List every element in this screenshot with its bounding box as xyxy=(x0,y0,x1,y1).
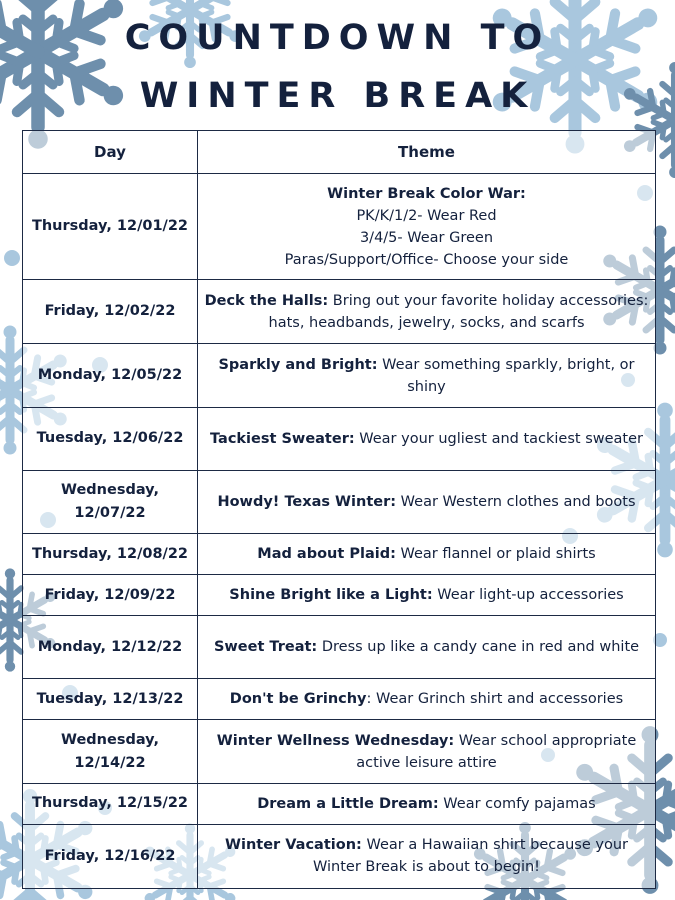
theme-cell xyxy=(198,533,656,574)
theme-title: Winter Break Color War: xyxy=(327,185,526,202)
theme-cell xyxy=(198,280,656,344)
table-row xyxy=(23,174,656,280)
table-row xyxy=(23,679,656,720)
table-row xyxy=(23,344,656,407)
day-cell: Friday, 12/02/22 xyxy=(23,280,198,344)
theme-line: PK/K/1/2- Wear Red xyxy=(356,207,497,224)
theme-line: 3/4/5- Wear Green xyxy=(359,229,494,246)
schedule-table xyxy=(22,130,656,889)
table-row xyxy=(23,824,656,888)
table-row xyxy=(23,470,656,533)
day-cell: Monday, 12/12/22 xyxy=(23,616,198,679)
theme-title: Winter Wellness Wednesday: xyxy=(216,732,455,749)
table-row xyxy=(23,720,656,783)
theme-title: Sparkly and Bright: xyxy=(218,356,378,373)
theme-title: Sweet Treat: xyxy=(213,639,318,656)
page-title-line-1: COUNTDOWN TO xyxy=(124,18,551,58)
theme-text: Wear something sparkly, bright, or shiny xyxy=(377,356,635,395)
theme-cell xyxy=(198,679,656,720)
theme-text: Wear your ugliest and tackiest sweater xyxy=(354,430,643,447)
theme-text: Wear a Hawaiian shirt because your Winter Break is about to begin! xyxy=(313,837,628,876)
theme-text: Wear comfy pajamas xyxy=(438,795,596,812)
day-cell: Friday, 12/09/22 xyxy=(23,575,198,616)
theme-line: Paras/Support/Office- Choose your side xyxy=(284,251,569,268)
theme-title: Deck the Halls: xyxy=(204,292,329,309)
theme-title: Dream a Little Dream: xyxy=(257,795,439,812)
day-column-header: Day xyxy=(23,131,198,174)
theme-cell xyxy=(198,470,656,533)
theme-column-header: Theme xyxy=(198,131,656,174)
theme-text: Wear Western clothes and boots xyxy=(396,493,636,510)
table-header-row xyxy=(23,131,656,174)
day-cell: Thursday, 12/15/22 xyxy=(23,783,198,824)
theme-cell xyxy=(198,575,656,616)
theme-title: Winter Vacation: xyxy=(225,837,362,854)
theme-title: Don't be Grinchy xyxy=(229,691,367,708)
day-cell: Monday, 12/05/22 xyxy=(23,344,198,407)
theme-title: Mad about Plaid: xyxy=(257,546,396,563)
day-cell: Tuesday, 12/06/22 xyxy=(23,407,198,470)
day-cell: Tuesday, 12/13/22 xyxy=(23,679,198,720)
day-cell: Friday, 12/16/22 xyxy=(23,824,198,888)
theme-cell xyxy=(198,824,656,888)
table-row xyxy=(23,783,656,824)
theme-text: : Wear Grinch shirt and accessories xyxy=(366,691,624,708)
table-row xyxy=(23,575,656,616)
theme-cell xyxy=(198,720,656,783)
theme-cell xyxy=(198,174,656,280)
theme-cell xyxy=(198,783,656,824)
theme-cell xyxy=(198,616,656,679)
theme-title: Shine Bright like a Light: xyxy=(229,587,433,604)
theme-text: Wear school appropriate active leisure attire xyxy=(356,732,637,771)
table-row xyxy=(23,616,656,679)
theme-text: Dress up like a candy cane in red and white xyxy=(317,639,640,656)
day-cell: Thursday, 12/08/22 xyxy=(23,533,198,574)
table-row xyxy=(23,407,656,470)
theme-text: Bring out your favorite holiday accessories: hats, headbands, jewelry, socks, and scarfs xyxy=(268,292,649,331)
theme-title: Tackiest Sweater: xyxy=(210,430,355,447)
theme-text: Wear flannel or plaid shirts xyxy=(395,546,596,563)
theme-cell xyxy=(198,407,656,470)
table-row xyxy=(23,533,656,574)
theme-text: Wear light-up accessories xyxy=(432,587,624,604)
day-cell: Wednesday, 12/07/22 xyxy=(23,470,198,533)
day-cell: Wednesday, 12/14/22 xyxy=(23,720,198,783)
table-row xyxy=(23,280,656,344)
theme-title: Howdy! Texas Winter: xyxy=(217,493,397,510)
page-title-line-2: WINTER BREAK xyxy=(139,76,536,116)
theme-cell xyxy=(198,344,656,407)
day-cell: Thursday, 12/01/22 xyxy=(23,174,198,280)
